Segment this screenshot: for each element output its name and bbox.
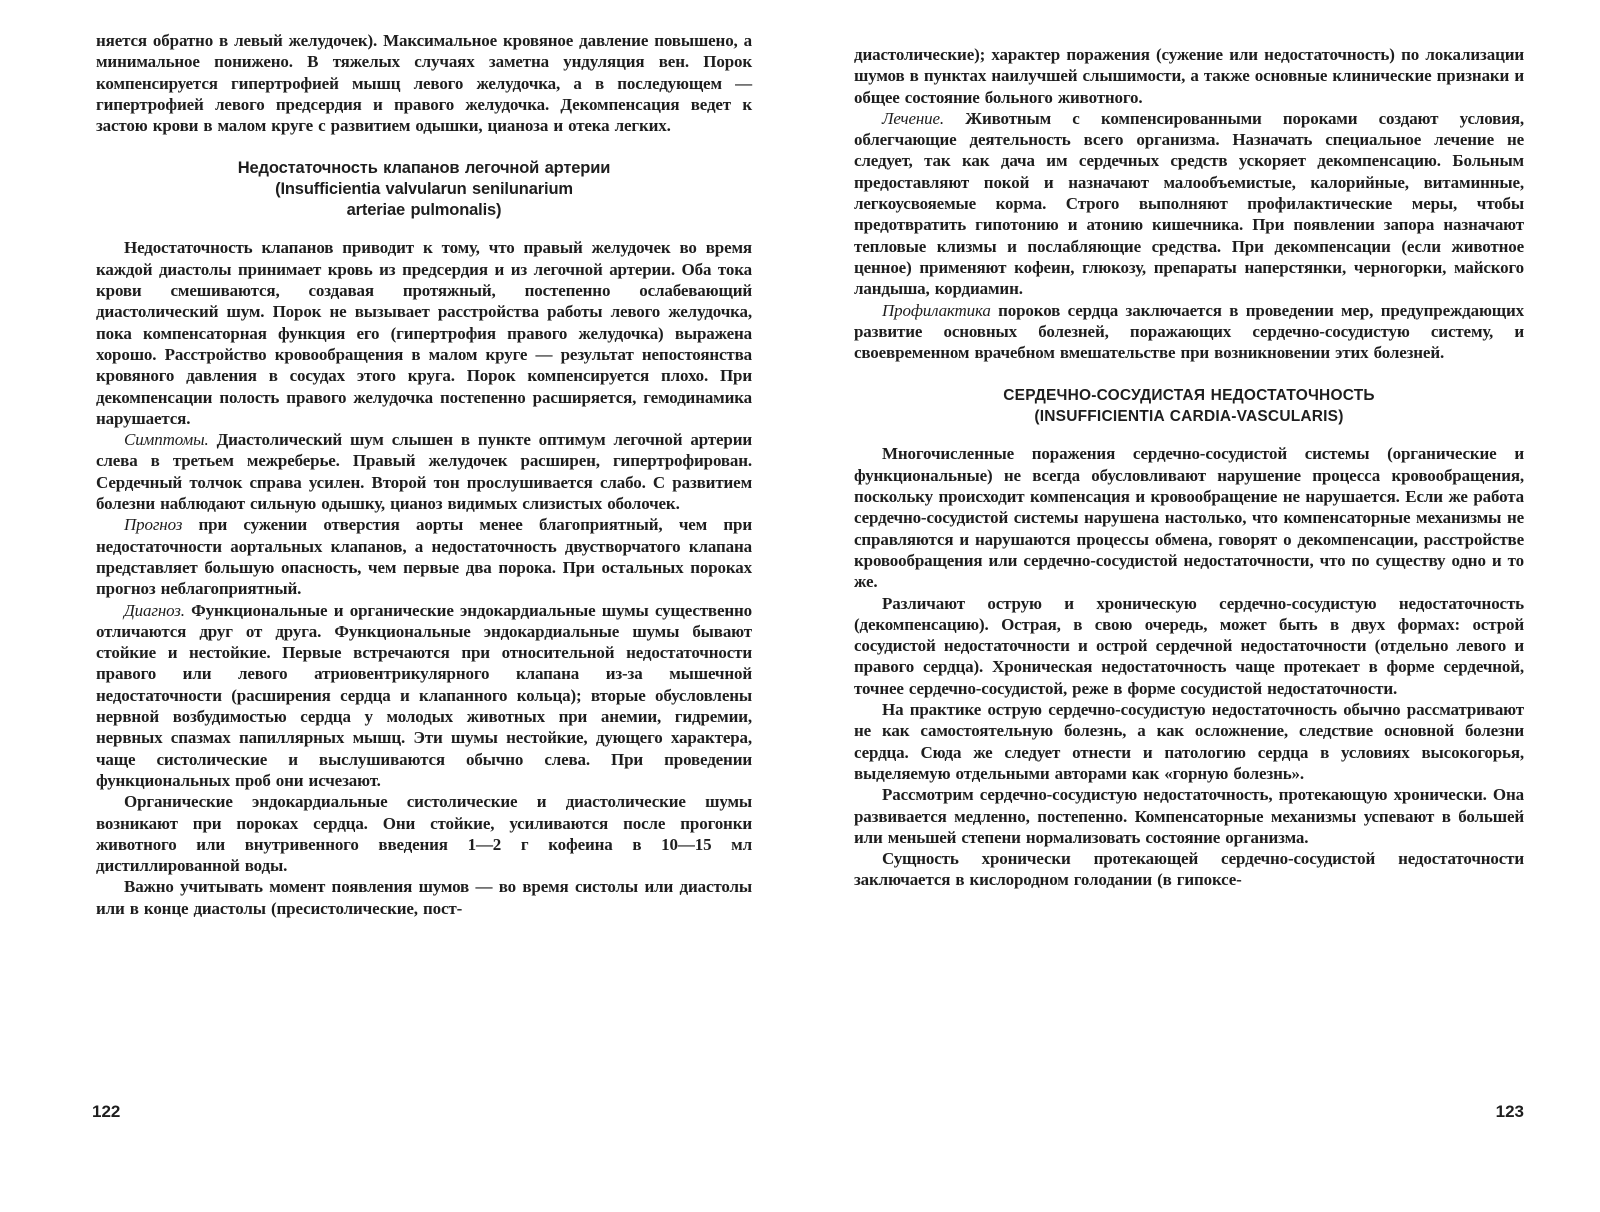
label-treatment: Лечение.: [882, 108, 945, 128]
heading-line: (Insufficientia valvularun senilunarium: [275, 180, 573, 199]
page-number: 122: [92, 1102, 121, 1121]
section-heading-pulmonary: [96, 158, 752, 221]
treatment-text: Животным с компенсированными пороками создают условия, облегчающие деятельность всего организма. Назначать специальное лечение не следует, так как дача им сердечных средств ускоряет декомпенсацию. Больным предоставляют покой и назначают малообъемистые, калорийные, витаминные, легкоусвояемые корма. Строго выполняют профилактические меры, чтобы предотвратить гипотонию и атонию кишечника. При появлении запора назначают тепловые клизмы и послабляющие средства. При декомпенсации (если животное ценное) применяют кофеин, глюкозу, препараты наперстянки, черногорки, майского ландыша, кордиамин.: [854, 108, 1524, 299]
heading-line: Недостаточность клапанов легочной артерии: [237, 159, 611, 178]
left-page-text: [96, 30, 752, 919]
prognosis-text: при сужении отверстия аорты менее благоприятный, чем при недостаточности аортальных клапанов, а недостаточность двустворчатого клапана представляет большую опасность, чем первые два порока. При остальных пороках прогноз неблагоприятный.: [96, 515, 752, 599]
paragraph-prognosis: [96, 514, 752, 599]
heading-line: СЕРДЕЧНО-СОСУДИСТАЯ НЕДОСТАТОЧНОСТЬ: [1003, 387, 1375, 405]
paragraph-symptoms: [96, 429, 752, 514]
paragraph-prophylaxis: [854, 300, 1524, 364]
paragraph: На практике острую сердечно-сосудистую недостаточность обычно рассматривают не как самостоятельную болезнь, а как осложнение, следствие основной болезни сердца. Сюда же следует отнести и патологию сердца в условиях высокогорья, выделяемую отдельными авторами как «горную болезнь».: [854, 700, 1524, 783]
prophylaxis-text: пороков сердца заключается в проведении мер, предупреждающих развитие основных болезней, поражающих сердечно-сосудистую систему, и своевременном врачебном вмешательстве при возникновении этих болезней.: [854, 300, 1524, 363]
label-prophylaxis: Профилактика: [882, 300, 991, 320]
right-page: [800, 0, 1600, 1212]
paragraph: няется обратно в левый желудочек). Максимальное кровяное давление повышено, а минимальное понижено. В тяжелых случаях заметна ундуляция вен. Порок компенсируется гипертрофией мышц левого желудочка, а в последующем — гипертрофией левого предсердия и правого желудочка. Декомпенсация ведет к застою крови в малом круге с развитием одышки, цианоза и отека легких.: [96, 31, 752, 136]
label-diagnosis: Диагноз.: [124, 600, 185, 620]
paragraph: Органические эндокардиальные систолические и диастолические шумы возникают при пороках сердца. Они стойкие, усиливаются после прогонки животного или внутривенного введения 1—2 г кофеина в 10—15 мл дистиллированной воды.: [96, 792, 752, 876]
label-prognosis: Прогноз: [124, 515, 183, 535]
heading-line: arteriae pulmonalis): [346, 201, 502, 220]
paragraph: диастолические); характер поражения (сужение или недостаточность) по локализации шумов в пунктах наилучшей слышимости, а также основные клинические признаки и общее состояние больного животного.: [854, 45, 1524, 107]
symptoms-text: Диастолический шум слышен в пункте оптимум легочной артерии слева в третьем межреберье. Правый желудочек расширен, гипертрофирован. Сердечный толчок справа усилен. Второй тон прослушивается слабо. С развитием болезни наблюдают сильную одышку, цианоз видимых слизистых оболочек.: [96, 430, 752, 514]
paragraph: Недостаточность клапанов приводит к тому, что правый желудочек во время каждой диастолы принимает кровь из предсердия и из легочной артерии. Оба тока крови смешиваются, создавая протяжный, постепенно ослабевающий диастолический шум. Порок не вызывает расстройства работы левого желудочка, пока компенсаторная функция его (гипертрофия правого желудочка) выражена хорошо. Расстройство кровообращения в малом круге — результат непостоянства кровяного давления в сосудах этого круга. Порок компенсируется плохо. При декомпенсации полость правого желудочка постепенно расширяется, гемодинамика нарушается.: [96, 238, 752, 428]
diagnosis-text: Функциональные и органические эндокардиальные шумы существенно отличаются друг от друга. Функциональные эндокардиальные шумы бывают стойкие и нестойкие. Первые встречаются при относительной недостаточности правого или левого атриовентрикулярного клапана из-за мышечной недостаточности (расширения сердца и клапанного кольца); вторые обусловлены нервной возбудимостью сердца у молодых животных при анемии, гидремии, нервных спазмах папиллярных мышц. Эти шумы нестойкие, дующего характера, чаще систолические и выслушиваются обычно слева. При проведении функциональных проб они исчезают.: [96, 600, 752, 790]
page-number: 123: [1495, 1102, 1524, 1121]
right-page-text: [854, 44, 1524, 891]
paragraph: Многочисленные поражения сердечно-сосудистой системы (органические и функциональные) не всегда обусловливают нарушение процесса кровообращения, поскольку происходит компенсация и кровообращение не нарушается. Если же работа сердечно-сосудистой системы нарушена настолько, что компенсаторные механизмы не справляются и нарушаются процессы обмена, говорят о декомпенсации, расстройстве кровообращения или сердечно-сосудистой недостаточности, что по существу одно и то же.: [854, 444, 1524, 592]
paragraph-treatment: [854, 108, 1524, 300]
paragraph: Сущность хронически протекающей сердечно-сосудистой недостаточности заключается в кислородном голодании (в гипоксе-: [854, 849, 1524, 890]
label-symptoms: Симптомы.: [124, 430, 209, 450]
paragraph: Различают острую и хроническую сердечно-сосудистую недостаточность (декомпенсацию). Острая, в свою очередь, может быть в двух формах: острой сосудистой недостаточности и острой сердечной недостаточности (отдельно левого и правого сердца). Хроническая недостаточность чаще протекает в форме сердечной, точнее сердечно-сосудистой, реже в форме сосудистой недостаточности.: [854, 593, 1524, 698]
paragraph: Рассмотрим сердечно-сосудистую недостаточность, протекающую хронически. Она развивается медленно, постепенно. Компенсаторные механизмы успевают в большей или меньшей степени нормализовать состояние организма.: [854, 785, 1524, 847]
heading-line: (INSUFFICIENTIA CARDIA-VASCULARIS): [1034, 408, 1344, 426]
paragraph: Важно учитывать момент появления шумов — во время систолы или диастолы или в конце диастолы (пресистолические, пост-: [96, 877, 752, 918]
section-heading-cardiovascular: [854, 385, 1524, 427]
paragraph-diagnosis: [96, 600, 752, 792]
